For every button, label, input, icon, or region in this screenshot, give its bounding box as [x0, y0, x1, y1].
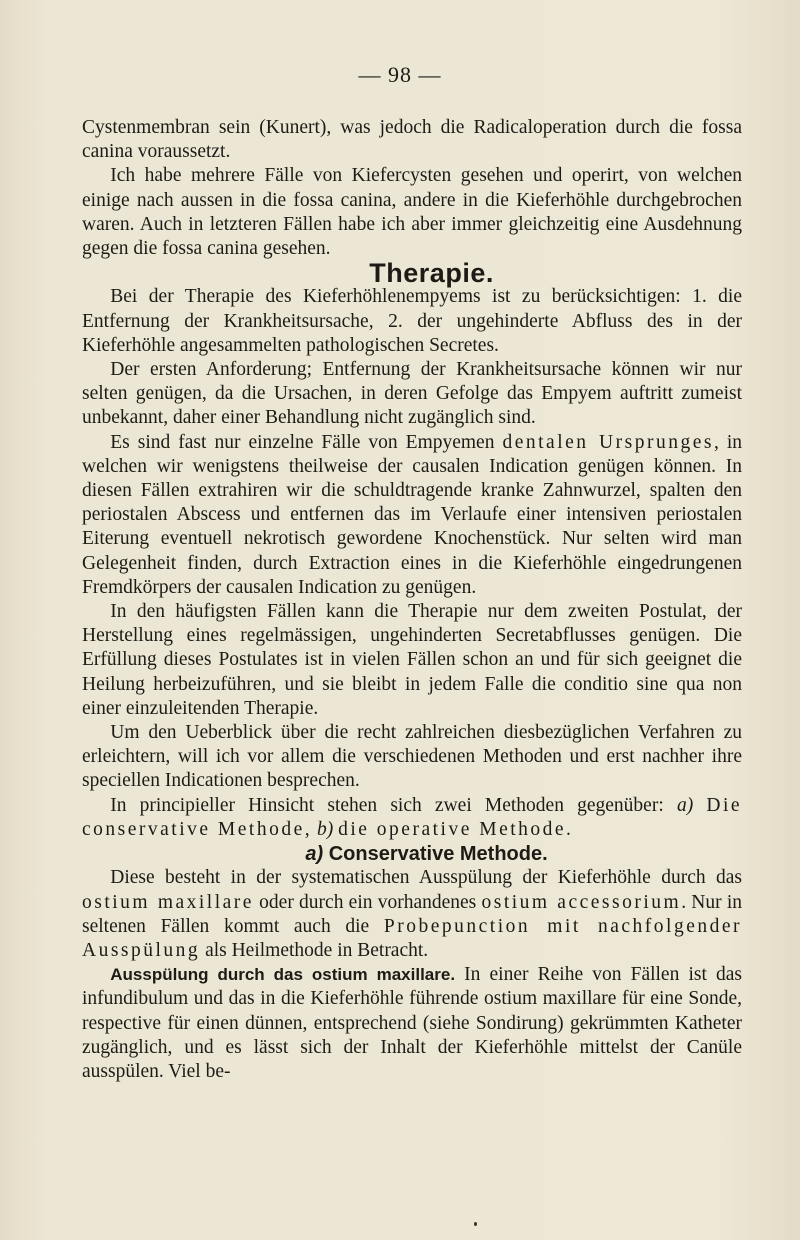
- paragraph: Bei der Therapie des Kieferhöhlenempyems ist zu berücksichtigen: 1. die Entfernung der Krankheitsursache, 2. der ungehinderte Abfluss des in der Kieferhöhle angesammelten pathologischen Secretes.: [82, 286, 742, 356]
- list-label-b: b): [316, 818, 334, 840]
- paragraph: [82, 963, 742, 1084]
- text-run: , in welchen wir wenigstens theilweise der causalen Indication genügen können. In diesen Fällen extrahiren wir die schuldtragende kranke Zahnwurzel, spalten den periostalen Abscess und entfernen das im Verlaufe einer intensiven periostalen Eiterung eventuell nekrotisch gewordene Knochenstück. Nur selten wird man Gelegenheit finden, durch Extraction eines in die Kieferhöhle eingedrungenen Fremdkörpers der causalen Indication zu genügen.: [82, 431, 743, 598]
- section-heading-therapie: Therapie.: [369, 258, 494, 289]
- text-run: In principieller Hinsicht stehen sich zwei Methoden gegenüber:: [110, 794, 664, 816]
- subsection-heading: [82, 842, 742, 866]
- spaced-text: Probepunction mit nachfolgender Ausspülung: [82, 915, 743, 961]
- body-text: [82, 116, 742, 1084]
- paragraph: Um den Ueberblick über die recht zahlreichen diesbezüglichen Verfahren zu erleichtern, will ich vor allem die verschiedenen Methoden und erst nachher ihre speciellen Indicationen besprechen.: [82, 722, 742, 792]
- text-run: Es sind fast nur einzelne Fälle von Empyemen: [110, 431, 503, 453]
- heading-label: a): [305, 843, 324, 866]
- spaced-text: ostium maxillare: [82, 891, 254, 913]
- run-in-heading: Ausspülung durch das ostium maxillare.: [110, 965, 456, 985]
- spaced-text: die operative Methode.: [338, 818, 574, 840]
- paragraph: Der ersten Anforderung; Entfernung der Krankheitsursache können wir nur selten genügen, da die Ursachen, in deren Gefolge das Empyem auftritt zumeist unbekannt, daher einer Behandlung nicht zugänglich sind.: [82, 359, 742, 429]
- text-run: als Heilmethode in Betracht.: [200, 939, 429, 961]
- paragraph: [82, 794, 742, 842]
- text-run: oder durch ein vorhandenes: [253, 891, 482, 913]
- text-run: In einer Reihe von Fällen ist das infundibulum und das in die Kieferhöhle führende ostium maxillare für eine Sonde, respective für einen dünnen, entsprechend (siehe Sondirung) gekrümmten Katheter zugänglich, und es lässt sich der Inhalt der Kieferhöhle mittelst der Canüle ausspülen. Viel be-: [82, 964, 742, 1082]
- list-label-a: a): [676, 794, 694, 816]
- text-run: . Nur in seltenen Fällen kommt auch die: [82, 891, 743, 937]
- heading-text: Conservative Methode.: [328, 843, 548, 866]
- paragraph: [82, 431, 742, 600]
- spaced-text: dentalen Ursprunges: [502, 431, 714, 453]
- page-number: — 98 —: [358, 62, 442, 87]
- spaced-text: ostium accessorium: [481, 891, 682, 913]
- text-run: Diese besteht in der systematischen Ausspülung der Kieferhöhle durch das: [110, 867, 742, 889]
- spaced-text: Die conservative Methode,: [82, 794, 743, 840]
- paragraph: Ich habe mehrere Fälle von Kiefercysten gesehen und operirt, von welchen einige nach aussen in die fossa canina, andere in die Kieferhöhle durchgebrochen waren. Auch in letzteren Fällen habe ich aber immer gleichzeitig eine Ausdehnung gegen die fossa canina gesehen.: [82, 165, 742, 260]
- paragraph: In den häufigsten Fällen kann die Therapie nur dem zweiten Postulat, der Herstellung eines regelmässigen, ungehinderten Secretabflusses genügen. Die Erfüllung dieses Postulates ist in vielen Fällen schon an und für sich geeignet die Heilung herbeizuführen, und sie bleibt in jedem Falle die conditio sine qua non einer einzuleitenden Therapie.: [82, 601, 742, 719]
- print-speck: [474, 1222, 477, 1226]
- paragraph: [82, 866, 742, 963]
- paragraph: Cystenmembran sein (Kunert), was jedoch die Radicaloperation durch die fossa canina voraussetzt.: [82, 117, 742, 163]
